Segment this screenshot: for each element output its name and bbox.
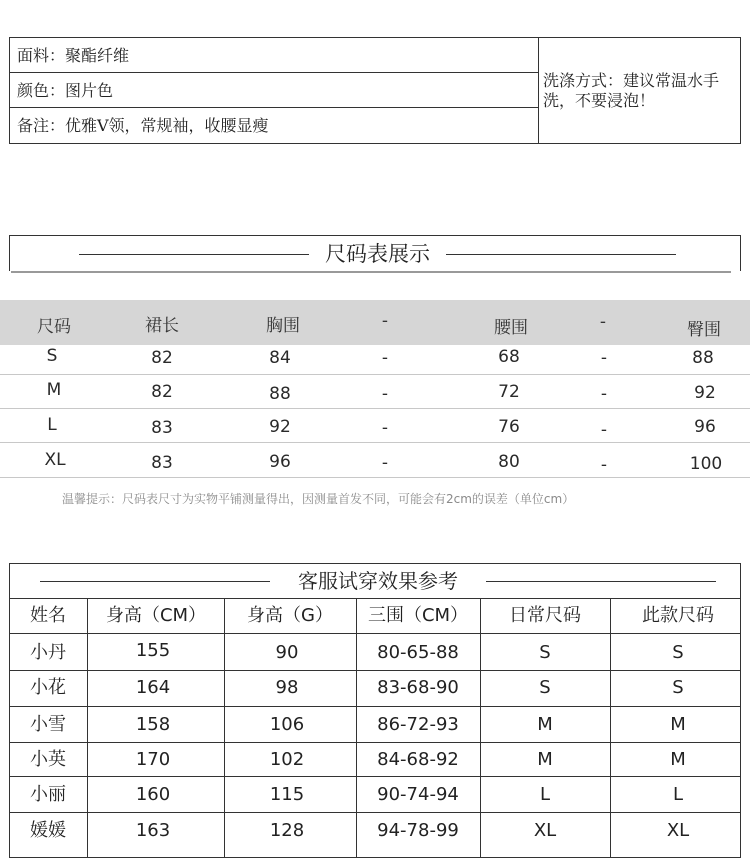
size-cell: 88 (269, 384, 291, 404)
tryon-title: 客服试穿效果参考 (298, 569, 458, 593)
size-cell: - (600, 384, 608, 404)
size-cell: 96 (694, 417, 716, 437)
spec-fabric: 面料：聚酯纤维 (10, 38, 538, 73)
tryon-cell: M (670, 714, 686, 735)
tryon-cell: 164 (135, 677, 171, 698)
divider (740, 235, 741, 271)
divider (10, 633, 740, 634)
tryon-cell: L (672, 784, 684, 805)
tryon-cell: 84-68-92 (377, 749, 459, 770)
divider (0, 374, 750, 375)
size-header-cell: 胸围 (266, 316, 300, 336)
size-cell: 80 (498, 452, 520, 472)
divider (10, 670, 740, 671)
tryon-header-cell: 身高（CM） (105, 605, 207, 626)
tryon-header-cell: 三围（CM） (367, 605, 469, 626)
tryon-cell: 98 (275, 677, 299, 698)
size-cell: - (381, 453, 389, 473)
size-cell: - (381, 348, 389, 368)
tryon-title-row (10, 564, 740, 598)
size-header-cell: 臀围 (687, 320, 721, 340)
tryon-cell: 115 (269, 784, 305, 805)
tryon-cell: 128 (269, 820, 305, 841)
divider (356, 598, 357, 857)
tryon-cell: 媛媛 (30, 820, 66, 841)
divider (446, 254, 676, 255)
size-cell: 92 (269, 417, 291, 437)
size-chart-title: 尺码表展示 (325, 242, 430, 266)
spec-color: 颜色：图片色 (10, 73, 538, 108)
spec-washing-line1: 洗涤方式：建议常温水手 (543, 71, 720, 90)
size-cell: 72 (498, 382, 520, 402)
tryon-cell: M (537, 749, 553, 770)
size-cell: 100 (689, 454, 723, 474)
size-header-cell: - (599, 312, 607, 332)
size-header-cell: 裙长 (145, 316, 179, 336)
divider (9, 235, 10, 271)
size-chart-heading (9, 235, 741, 273)
tryon-cell: 80-65-88 (377, 642, 459, 663)
divider (486, 581, 716, 582)
size-cell: S (46, 346, 58, 366)
size-cell: - (600, 348, 608, 368)
tryon-cell: 90 (275, 642, 299, 663)
tryon-cell: 小花 (30, 677, 66, 698)
tryon-cell: 94-78-99 (377, 820, 459, 841)
divider (0, 442, 750, 443)
size-header-cell: 腰围 (494, 318, 528, 338)
spec-washing-line2: 洗，不要浸泡！ (543, 91, 656, 110)
tryon-cell: S (539, 677, 551, 698)
size-cell: L (47, 415, 57, 435)
size-chart-header-row (0, 300, 750, 345)
product-spec-table (9, 37, 741, 144)
tryon-cell: 小雪 (30, 714, 66, 735)
size-cell: 76 (498, 417, 520, 437)
tryon-cell: 86-72-93 (377, 714, 459, 735)
tryon-cell: 163 (135, 820, 171, 841)
tryon-header-cell: 身高（G） (247, 605, 333, 626)
tryon-cell: M (670, 749, 686, 770)
divider (79, 254, 309, 255)
tryon-cell: L (539, 784, 551, 805)
divider (10, 742, 740, 743)
size-cell: 92 (694, 383, 716, 403)
size-chart-note: 温馨提示：尺码表尺寸为实物平铺测量得出，因测量首发不同，可能会有2cm的误差（单位cm） (62, 492, 575, 506)
size-cell: 88 (692, 348, 714, 368)
size-cell: 96 (269, 452, 291, 472)
size-header-cell: 尺码 (37, 317, 71, 337)
tryon-cell: 小丽 (30, 784, 66, 805)
tryon-cell: S (672, 642, 684, 663)
size-cell: 82 (151, 382, 173, 402)
divider (0, 477, 750, 478)
tryon-cell: 102 (269, 749, 305, 770)
spec-washing (543, 71, 743, 111)
spec-left-column (10, 38, 539, 143)
tryon-cell: XL (666, 820, 690, 841)
tryon-cell: 106 (269, 714, 305, 735)
divider (224, 598, 225, 857)
divider (480, 598, 481, 857)
tryon-cell: 小英 (30, 749, 66, 770)
size-cell: 82 (151, 348, 173, 368)
tryon-cell: S (539, 642, 551, 663)
tryon-cell: 小丹 (30, 642, 66, 663)
size-cell: - (381, 418, 389, 438)
size-chart-table (0, 300, 750, 480)
size-cell: 83 (151, 453, 173, 473)
tryon-cell: 170 (135, 749, 171, 770)
size-cell: - (600, 455, 608, 475)
tryon-cell: 158 (135, 714, 171, 735)
tryon-cell: 90-74-94 (377, 784, 459, 805)
divider (10, 776, 740, 777)
size-header-cell: - (381, 311, 389, 331)
size-cell: 68 (498, 347, 520, 367)
divider (40, 581, 270, 582)
divider (610, 598, 611, 857)
tryon-cell: M (537, 714, 553, 735)
size-cell: 83 (151, 418, 173, 438)
tryon-cell: 83-68-90 (377, 677, 459, 698)
tryon-cell: S (672, 677, 684, 698)
size-cell: 84 (269, 348, 291, 368)
tryon-header-cell: 此款尺码 (642, 605, 714, 626)
spec-remark: 备注：优雅V领，常规袖，收腰显瘦 (17, 116, 269, 135)
size-cell: M (46, 380, 62, 400)
size-cell: - (381, 384, 389, 404)
size-cell: XL (44, 450, 66, 470)
tryon-cell: 160 (135, 784, 171, 805)
tryon-header-cell: 日常尺码 (509, 605, 581, 626)
tryon-cell: XL (533, 820, 557, 841)
tryon-table (9, 563, 741, 858)
divider (10, 706, 740, 707)
tryon-header-cell: 姓名 (30, 605, 66, 626)
tryon-cell: 155 (135, 640, 171, 661)
size-cell: - (600, 420, 608, 440)
divider (10, 812, 740, 813)
divider (87, 598, 88, 857)
divider (0, 408, 750, 409)
